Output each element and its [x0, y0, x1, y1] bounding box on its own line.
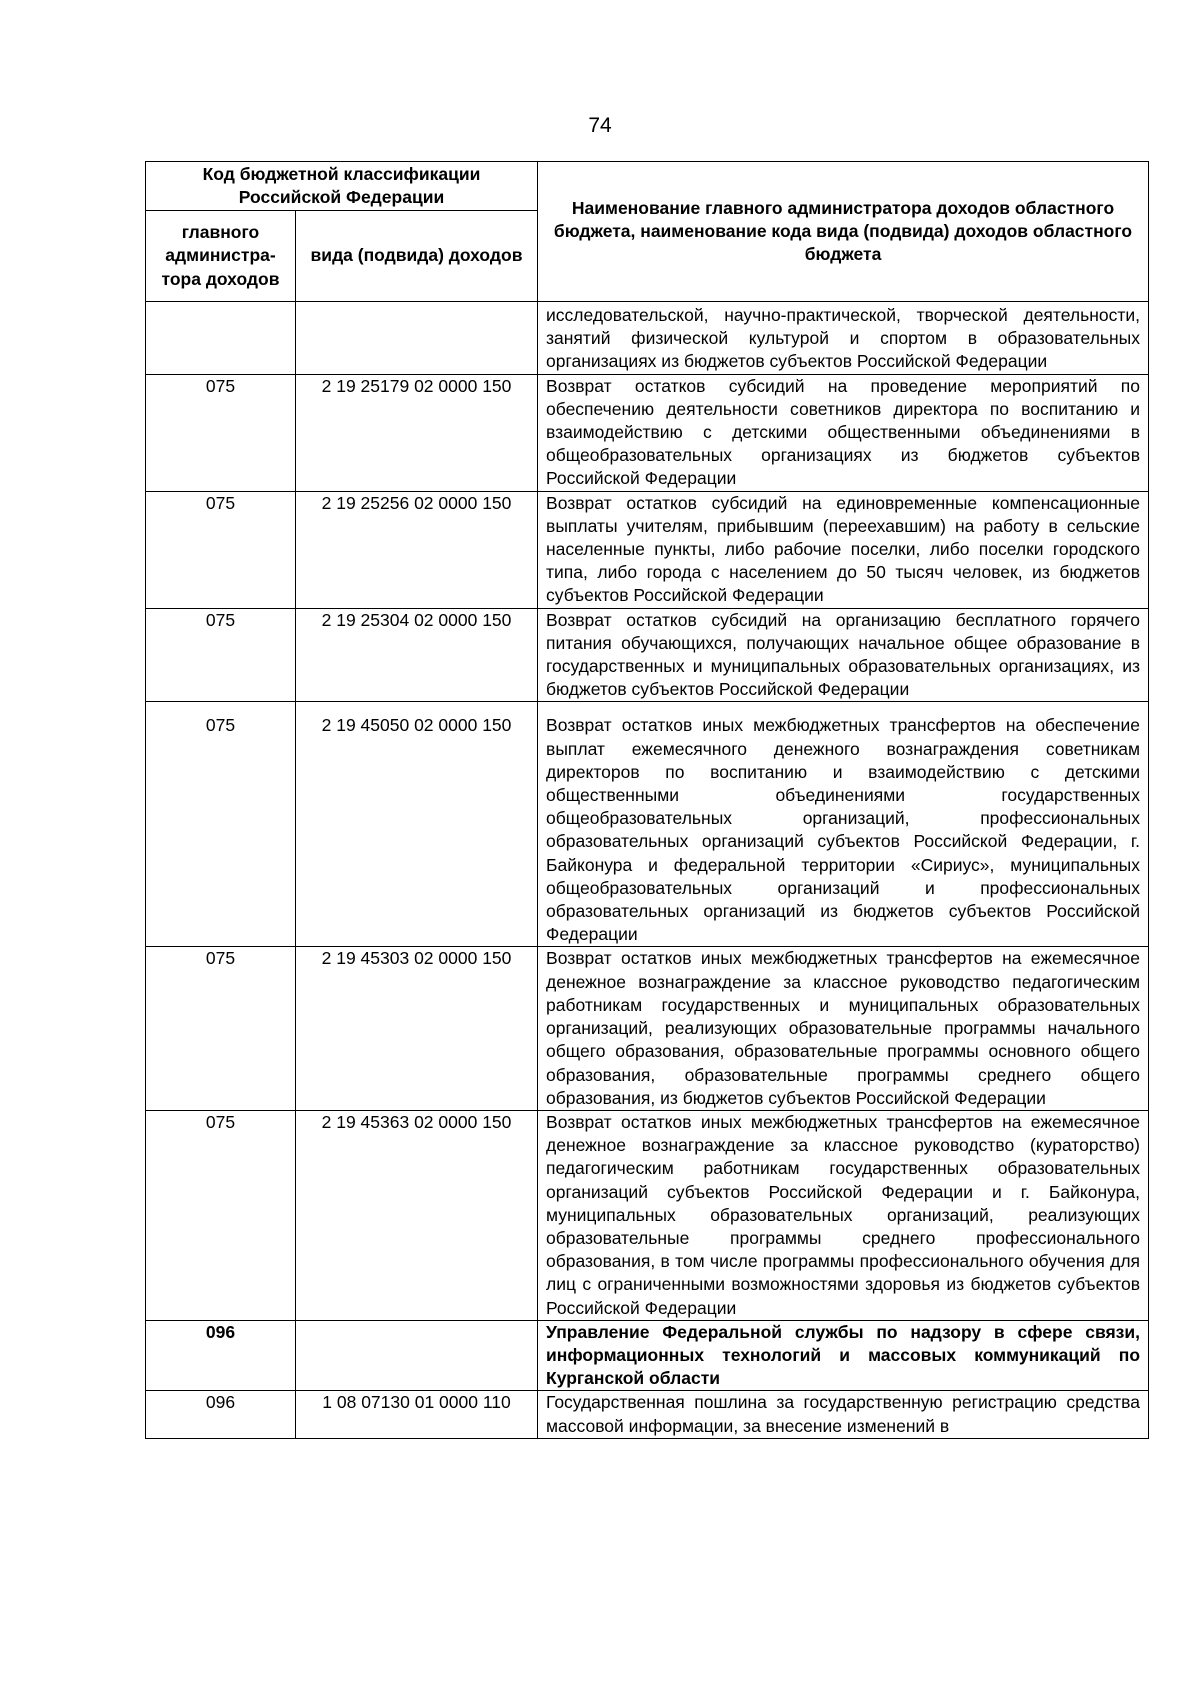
description-cell: Государственная пошлина за государственную регистрацию средства массовой информации, за внесение изменений в — [538, 1391, 1149, 1438]
header-admin-column: главного администра-тора доходов — [146, 211, 296, 302]
admin-code-cell: 075 — [146, 947, 296, 1110]
income-code-cell: 2 19 25179 02 0000 150 — [296, 374, 538, 491]
description-cell: Возврат остатков субсидий на организацию бесплатного горячего питания обучающихся, получающих начальное общее образование в государственных и муниципальных образовательных организациях, из бюджетов субъектов Российской Федерации — [538, 608, 1149, 702]
budget-classification-table — [145, 161, 1149, 1439]
table-row — [146, 374, 1149, 491]
income-code-cell: 2 19 25256 02 0000 150 — [296, 491, 538, 608]
table-row — [146, 608, 1149, 702]
description-cell: Возврат остатков иных межбюджетных трансфертов на обеспечение выплат ежемесячного денежного вознаграждения советникам директоров по воспитанию и взаимодействию с детскими общественными объединениями государственных общеобразовательных организаций, профессиональных образовательных организаций субъектов Российской Федерации, г. Байконура и федеральной территории «Сириус», муниципальных общеобразовательных организаций и профессиональных образовательных организаций из бюджетов субъектов Российской Федерации — [538, 702, 1149, 947]
description-cell: Возврат остатков субсидий на проведение мероприятий по обеспечению деятельности советников директора по воспитанию и взаимодействию с детскими общественными объединениями в общеобразовательных организациях из бюджетов субъектов Российской Федерации — [538, 374, 1149, 491]
table-row — [146, 1391, 1149, 1438]
income-code-cell: 2 19 25304 02 0000 150 — [296, 608, 538, 702]
income-code-cell: 2 19 45363 02 0000 150 — [296, 1110, 538, 1320]
income-code-cell: 2 19 45050 02 0000 150 — [296, 702, 538, 947]
header-name-column: Наименование главного администратора доходов областного бюджета, наименование кода вида (подвида) доходов областного бюджета — [538, 162, 1149, 302]
table-row — [146, 947, 1149, 1110]
description-cell: Возврат остатков иных межбюджетных трансфертов на ежемесячное денежное вознаграждение за классное руководство (кураторство) педагогическим работникам государственных образовательных организаций субъектов Российской Федерации и г. Байконура, муниципальных образовательных организаций, реализующих образовательные программы среднего профессионального образования, в том числе программы профессионального обучения для лиц с ограниченными возможностями здоровья из бюджетов субъектов Российской Федерации — [538, 1110, 1149, 1320]
table-row — [146, 1110, 1149, 1320]
income-code-cell: 2 19 45303 02 0000 150 — [296, 947, 538, 1110]
admin-code-cell: 075 — [146, 702, 296, 947]
income-code-cell: 1 08 07130 01 0000 110 — [296, 1391, 538, 1438]
admin-code-cell: 075 — [146, 491, 296, 608]
table-row — [146, 702, 1149, 947]
admin-code-cell: 096 — [146, 1320, 296, 1391]
admin-code-cell: 075 — [146, 1110, 296, 1320]
header-group-title: Код бюджетной классификации Российской Федерации — [146, 162, 538, 211]
description-cell: исследовательской, научно-практической, творческой деятельности, занятий физической культурой и спортом в образовательных организациях из бюджетов субъектов Российской Федерации — [538, 302, 1149, 375]
income-code-cell — [296, 302, 538, 375]
administrator-name-cell: Управление Федеральной службы по надзору в сфере связи, информационных технологий и массовых коммуникаций по Курганской области — [538, 1320, 1149, 1391]
description-cell: Возврат остатков субсидий на единовременные компенсационные выплаты учителям, прибывшим (переехавшим) на работу в сельские населенные пункты, либо рабочие поселки, либо поселки городского типа, либо города с населением до 50 тысяч человек, из бюджетов субъектов Российской Федерации — [538, 491, 1149, 608]
admin-code-cell: 096 — [146, 1391, 296, 1438]
header-code-column: вида (подвида) доходов — [296, 211, 538, 302]
income-code-cell — [296, 1320, 538, 1391]
admin-code-cell — [146, 302, 296, 375]
table-row-administrator — [146, 1320, 1149, 1391]
page-number: 74 — [588, 114, 612, 137]
admin-code-cell: 075 — [146, 608, 296, 702]
admin-code-cell: 075 — [146, 374, 296, 491]
table-row — [146, 302, 1149, 375]
table-row — [146, 491, 1149, 608]
description-cell: Возврат остатков иных межбюджетных трансфертов на ежемесячное денежное вознаграждение за классное руководство педагогическим работникам государственных и муниципальных образовательных организаций, реализующих образовательные программы начального общего образования, образовательные программы основного общего образования, образовательные программы среднего общего образования, из бюджетов субъектов Российской Федерации — [538, 947, 1149, 1110]
